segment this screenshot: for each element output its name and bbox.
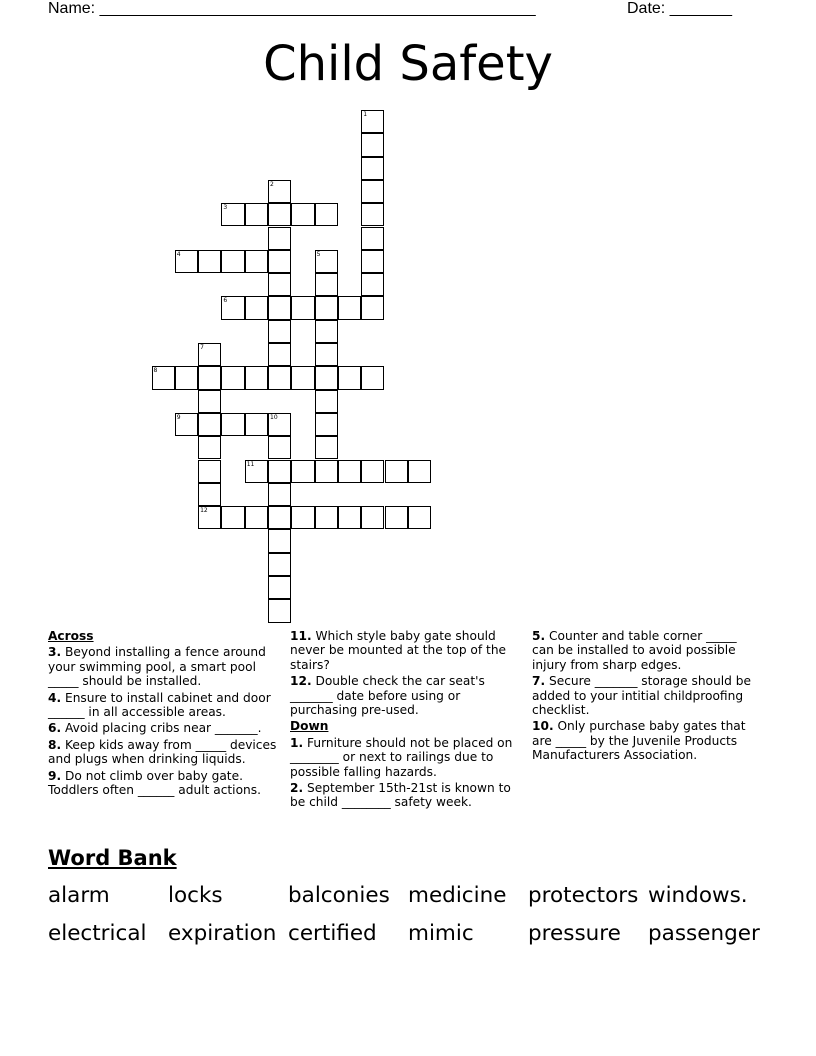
clue-item — [48, 721, 284, 735]
clue-number: 6. — [48, 721, 62, 736]
crossword-clue-number: 3 — [223, 204, 228, 212]
crossword-cell[interactable] — [268, 460, 291, 483]
crossword-cell[interactable] — [315, 273, 338, 296]
word-bank-title: Word Bank — [48, 846, 177, 870]
clue-number: 5. — [532, 629, 546, 643]
crossword-cell[interactable] — [198, 413, 221, 436]
word-bank-word: electrical — [48, 921, 147, 946]
clue-item — [532, 629, 762, 672]
word-bank-word: expiration — [168, 921, 277, 946]
crossword-cell[interactable] — [338, 460, 361, 483]
clue-number: 7. — [532, 674, 546, 689]
clue-number: 9. — [48, 768, 62, 783]
crossword-cell[interactable] — [245, 250, 268, 273]
crossword-cell[interactable] — [291, 506, 314, 529]
clue-text: Double check the car seat's _______ date before using or purchasing pre-used. — [290, 674, 485, 718]
clue-number: 1. — [290, 735, 304, 750]
clue-item — [48, 738, 284, 767]
page-title: Child Safety — [263, 36, 553, 92]
word-bank-word: passenger — [648, 921, 760, 946]
crossword-cell[interactable] — [315, 203, 338, 226]
down-heading: Down — [290, 719, 329, 734]
date-field[interactable]: Date: _______ — [627, 0, 732, 17]
crossword-cell[interactable] — [268, 576, 291, 599]
crossword-clue-number: 5 — [316, 250, 321, 258]
crossword-cell[interactable] — [315, 343, 338, 366]
clue-text: Secure _______ storage should be added to your intitial childproofing checklist. — [532, 674, 751, 718]
crossword-cell[interactable] — [245, 413, 268, 436]
clue-text: Furniture should not be placed on ________ or next to railings due to possible falling hazards. — [290, 735, 513, 779]
crossword-cell[interactable] — [361, 203, 384, 226]
crossword-cell[interactable] — [245, 366, 268, 389]
clue-text: Which style baby gate should never be mounted at the top of the stairs? — [290, 629, 507, 672]
crossword-cell[interactable] — [268, 203, 291, 226]
crossword-cell[interactable] — [361, 227, 384, 250]
crossword-clue-number: 6 — [223, 297, 228, 305]
clue-item — [48, 769, 284, 798]
crossword-cell[interactable] — [268, 273, 291, 296]
crossword-cell[interactable] — [361, 296, 384, 319]
crossword-cell[interactable] — [268, 366, 291, 389]
crossword-cell[interactable] — [361, 133, 384, 156]
crossword-cell[interactable] — [291, 460, 314, 483]
clue-number: 2. — [290, 781, 304, 796]
crossword-cell[interactable] — [198, 390, 221, 413]
clue-text: Do not climb over baby gate. Toddlers often ______ adult actions. — [48, 768, 261, 798]
crossword-cell[interactable] — [315, 460, 338, 483]
crossword-cell[interactable] — [315, 506, 338, 529]
crossword-cell[interactable] — [221, 506, 244, 529]
crossword-cell[interactable] — [291, 366, 314, 389]
clues-column-3 — [532, 629, 762, 765]
clue-number: 10. — [532, 719, 554, 734]
crossword-cell[interactable] — [268, 296, 291, 319]
crossword-cell[interactable] — [268, 436, 291, 459]
crossword-cell[interactable] — [315, 413, 338, 436]
crossword-clue-number: 11 — [246, 460, 255, 468]
crossword-cell[interactable] — [291, 296, 314, 319]
word-bank-word: medicine — [408, 883, 507, 908]
crossword-cell[interactable] — [175, 366, 198, 389]
clue-item — [290, 781, 522, 810]
crossword-clue-number: 12 — [200, 507, 208, 515]
crossword-cell[interactable] — [198, 436, 221, 459]
clue-item — [290, 674, 522, 717]
crossword-cell[interactable] — [245, 296, 268, 319]
crossword-cell[interactable] — [268, 343, 291, 366]
crossword-clue-number: 4 — [176, 250, 181, 258]
crossword-cell[interactable] — [198, 460, 221, 483]
crossword-cell[interactable] — [268, 553, 291, 576]
crossword-cell[interactable] — [315, 390, 338, 413]
crossword-cell[interactable] — [268, 227, 291, 250]
crossword-cell[interactable] — [385, 506, 408, 529]
word-bank-word: pressure — [528, 921, 621, 946]
clue-item — [48, 691, 284, 720]
clue-item — [290, 629, 522, 672]
crossword-cell[interactable] — [361, 366, 384, 389]
word-bank-word: mimic — [408, 921, 474, 946]
clue-number: 3. — [48, 645, 62, 660]
crossword-cell[interactable] — [268, 250, 291, 273]
crossword-cell[interactable] — [338, 296, 361, 319]
crossword-clue-number: 10 — [270, 413, 278, 421]
crossword-cell[interactable] — [338, 366, 361, 389]
crossword-clue-number: 7 — [200, 344, 204, 351]
clue-text: Beyond installing a fence around your swimming pool, a smart pool _____ should be installed. — [48, 645, 266, 689]
word-bank-word: balconies — [288, 883, 390, 908]
crossword-clue-number: 8 — [153, 367, 158, 375]
crossword-cell[interactable] — [361, 157, 384, 180]
crossword-cell[interactable] — [198, 483, 221, 506]
crossword-cell[interactable] — [338, 506, 361, 529]
crossword-cell[interactable] — [408, 460, 431, 483]
crossword-cell[interactable] — [361, 506, 384, 529]
crossword-cell[interactable] — [221, 250, 244, 273]
crossword-clue-number: 2 — [270, 180, 274, 188]
clue-number: 12. — [290, 674, 312, 689]
crossword-cell[interactable] — [268, 320, 291, 343]
crossword-cell[interactable] — [315, 320, 338, 343]
clue-number: 4. — [48, 690, 62, 705]
crossword-cell[interactable] — [198, 250, 221, 273]
clue-number: 11. — [290, 629, 312, 643]
crossword-cell[interactable] — [268, 506, 291, 529]
crossword-cell[interactable] — [361, 460, 384, 483]
word-bank-word: protectors — [528, 883, 639, 908]
crossword-cell[interactable] — [268, 483, 291, 506]
crossword-cell[interactable] — [315, 436, 338, 459]
word-bank-word: alarm — [48, 883, 110, 908]
crossword-cell[interactable] — [221, 366, 244, 389]
clue-item — [48, 645, 284, 688]
crossword-clue-number: 1 — [363, 111, 368, 118]
clue-text: Avoid placing cribs near _______. — [61, 721, 262, 736]
clue-item — [532, 674, 762, 717]
crossword-cell[interactable] — [315, 366, 338, 389]
clue-text: Counter and table corner _____ can be installed to avoid possible injury from sharp edges. — [532, 629, 737, 672]
crossword-cell[interactable] — [198, 366, 221, 389]
crossword-cell[interactable] — [361, 180, 384, 203]
crossword-cell[interactable] — [291, 203, 314, 226]
crossword-clue-number: 9 — [176, 413, 181, 421]
crossword-cell[interactable] — [245, 203, 268, 226]
clues-column-1 — [48, 629, 284, 799]
clue-number: 8. — [48, 737, 62, 752]
word-bank-word: windows. — [648, 883, 748, 908]
name-field[interactable]: Name: _________________________________________________ — [48, 0, 536, 17]
crossword-cell[interactable] — [221, 413, 244, 436]
clue-item — [290, 736, 522, 779]
crossword-cell[interactable] — [385, 460, 408, 483]
word-bank-word: certified — [288, 921, 377, 946]
clue-text: Only purchase baby gates that are _____ by the Juvenile Products Manufacturers Association. — [532, 719, 746, 763]
crossword-cell[interactable] — [315, 296, 338, 319]
across-heading: Across — [48, 629, 94, 643]
clue-text: Keep kids away from _____ devices and plugs when drinking liquids. — [48, 737, 277, 767]
clue-text: Ensure to install cabinet and door ______ in all accessible areas. — [48, 690, 271, 720]
crossword-cell[interactable] — [245, 506, 268, 529]
crossword-cell[interactable] — [408, 506, 431, 529]
crossword-cell[interactable] — [268, 599, 291, 622]
clue-item — [532, 719, 762, 762]
clue-text: September 15th-21st is known to be child ________ safety week. — [290, 781, 511, 810]
word-bank-word: locks — [168, 883, 223, 908]
crossword-cell[interactable] — [268, 529, 291, 552]
crossword-cell[interactable] — [361, 250, 384, 273]
clues-column-2 — [290, 629, 522, 812]
crossword-cell[interactable] — [361, 273, 384, 296]
